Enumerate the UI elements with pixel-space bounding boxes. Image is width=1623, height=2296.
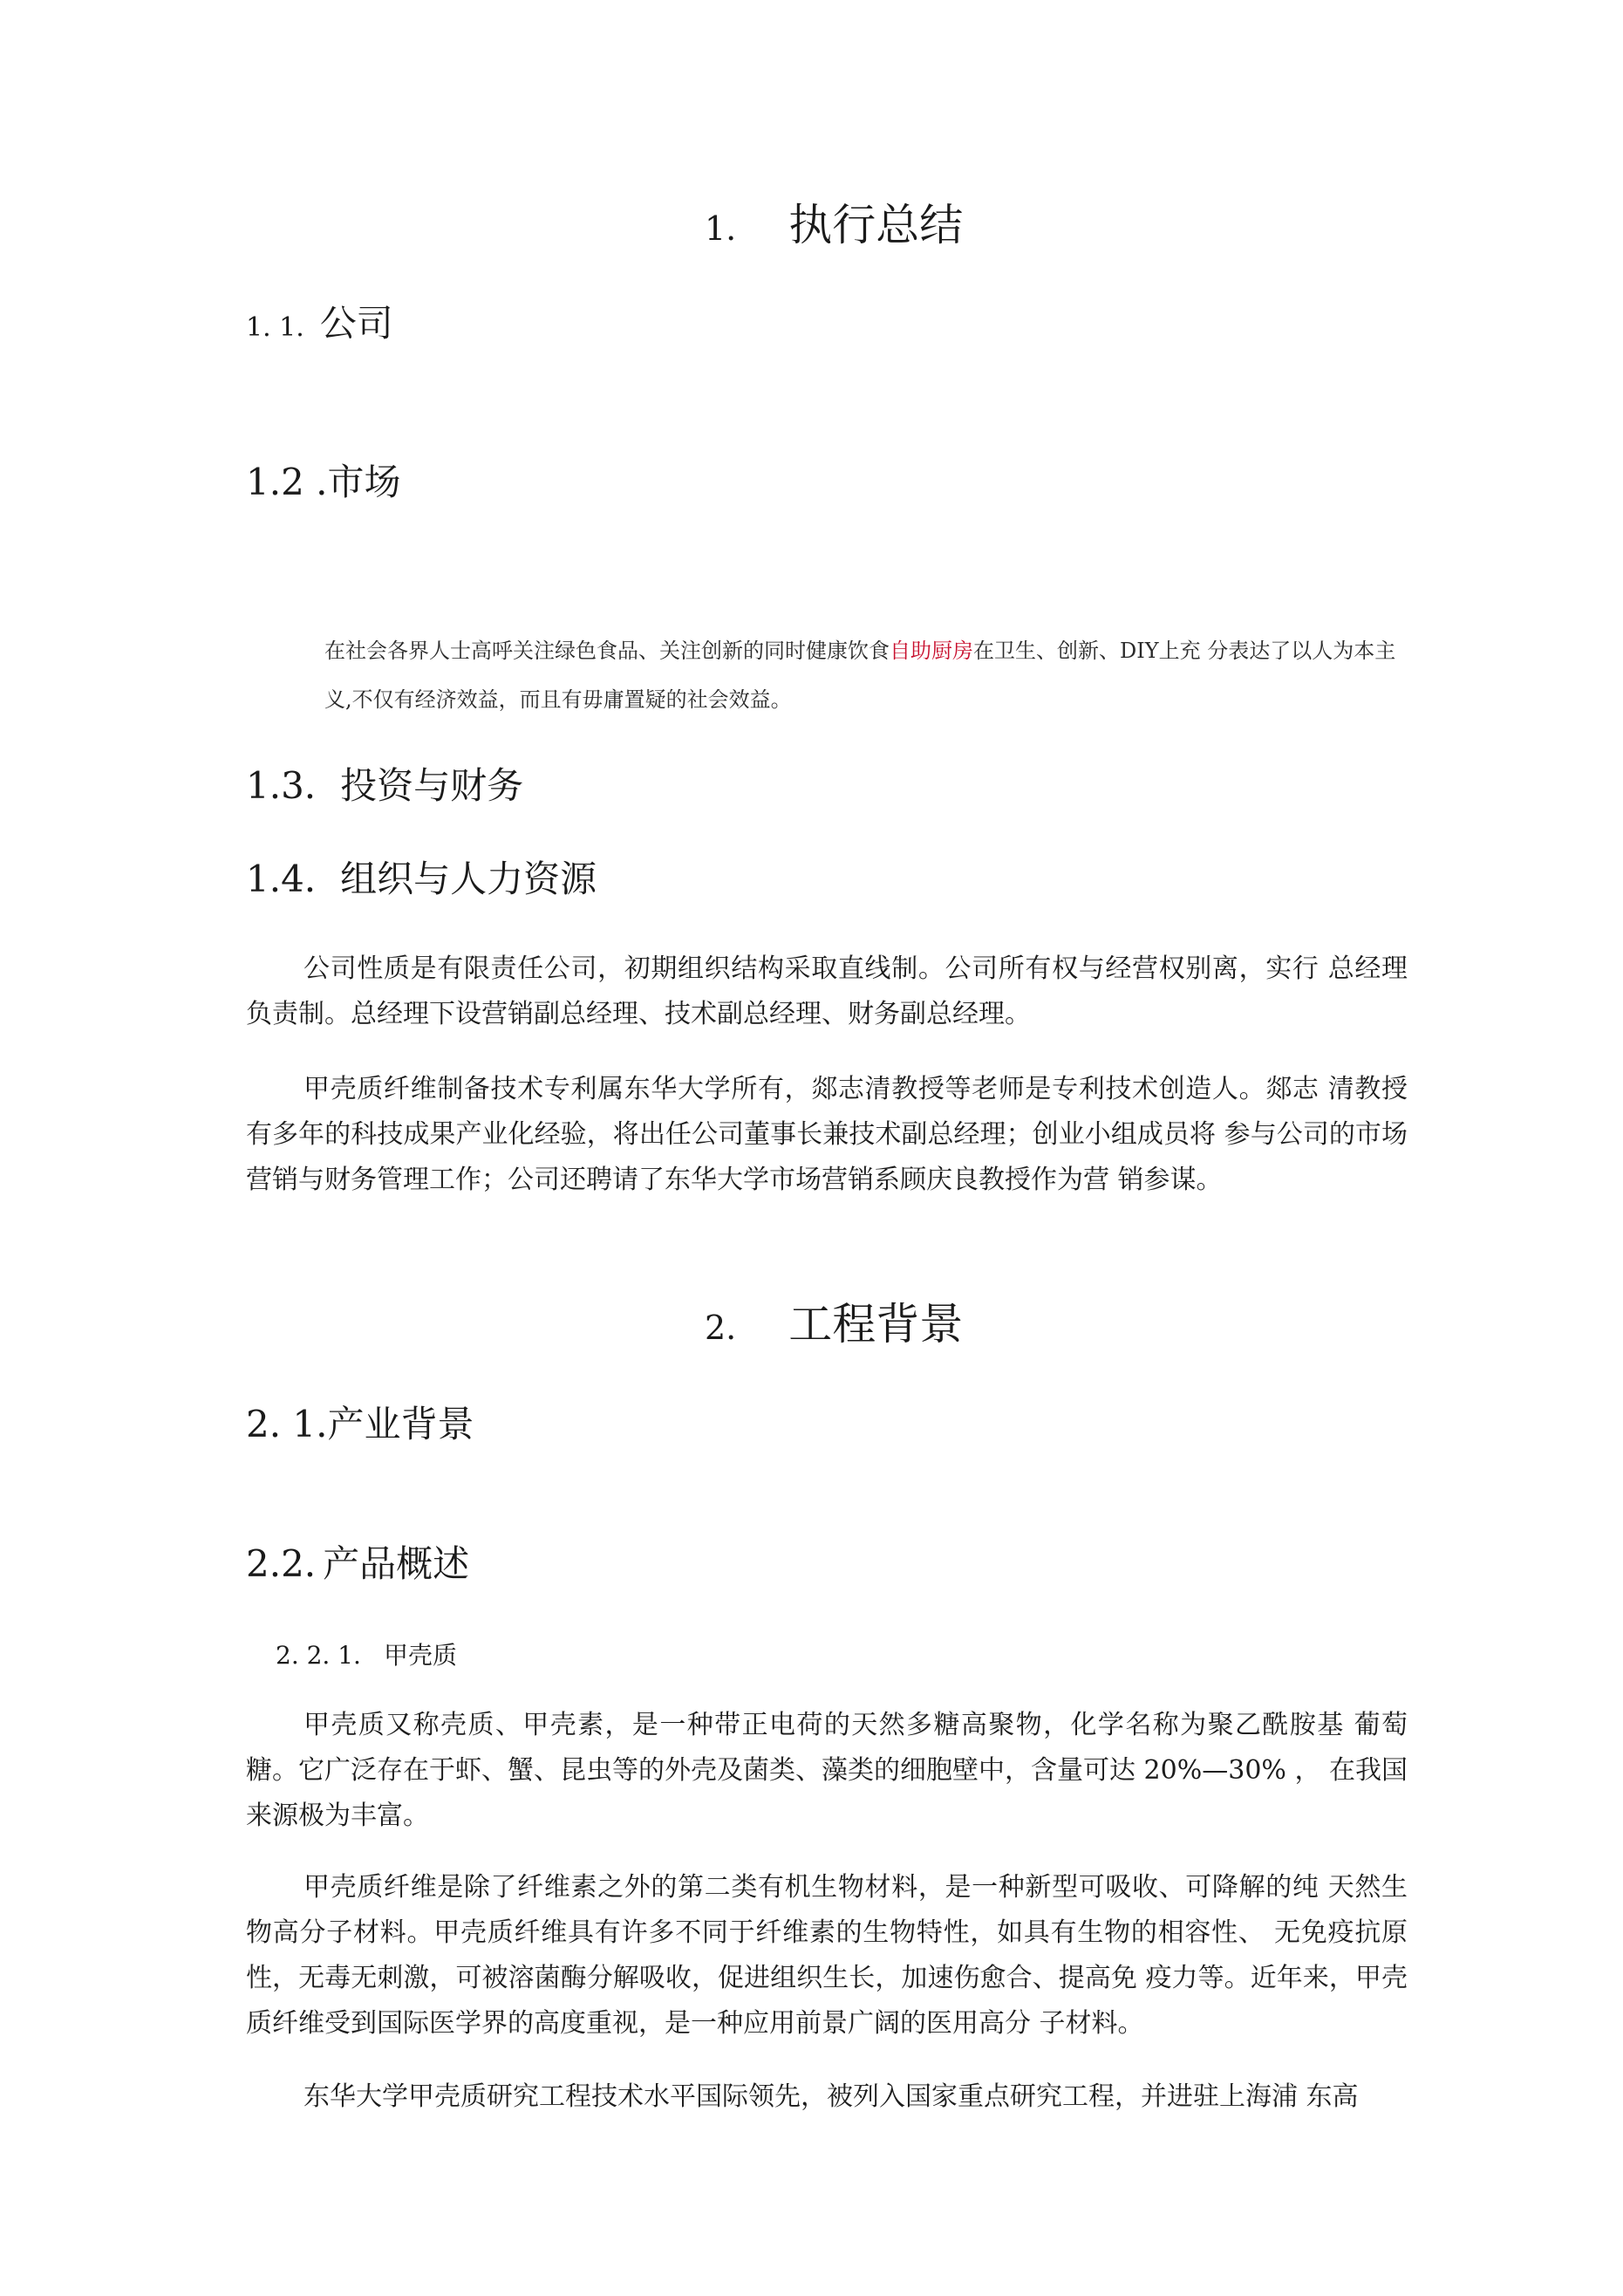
subsection-2-2-heading <box>246 1535 469 1588</box>
market-text-part1: 在社会各界人士高呼关注绿色食品、关注创新的同时健康饮食 <box>324 639 890 663</box>
subsection-2-1-number: 2. 1. <box>246 1403 328 1445</box>
section-1-number: 1. <box>705 209 737 248</box>
market-text-part2: 在卫生、创新、DIY上充 分表达了以人为本主义,不仅有经济效益，而且有毋庸置疑的社会效益。 <box>324 639 1396 712</box>
market-highlight-term: 自助厨房 <box>890 639 973 663</box>
section-2-heading <box>705 1289 963 1352</box>
subsection-2-2-title: 产品概述 <box>323 1542 470 1585</box>
subsection-1-3-heading <box>246 757 523 810</box>
subsection-1-3-number: 1.3. <box>246 764 317 807</box>
subsection-1-3-title: 投资与财务 <box>340 764 524 807</box>
product-paragraph-2: 甲壳质纤维是除了纤维素之外的第二类有机生物材料，是一种新型可吸收、可降解的纯 天然生物高分子材料。甲壳质纤维具有许多不同于纤维素的生物特性，如具有生物的相容性、 无免疫抗原性，无毒无刺激，可被溶菌酶分解吸收，促进组织生长，加速伤愈合、提高免 疫力等。近年来，甲壳质纤维受到国际医学界的高度重视，是一种应用前景广阔的医用高分 子材料。 <box>246 1872 1408 2039</box>
subsection-1-1-title: 公司 <box>319 302 393 345</box>
subsection-2-2-1-heading <box>276 1637 457 1671</box>
section-2-title: 工程背景 <box>788 1299 964 1350</box>
section-2-number: 2. <box>705 1309 737 1347</box>
subsection-1-2-title: 市场 <box>327 461 401 503</box>
subsection-2-2-number: 2.2. <box>246 1542 317 1585</box>
subsection-1-4-number: 1.4. <box>246 858 317 900</box>
market-paragraph <box>324 626 1415 724</box>
section-1-title: 执行总结 <box>788 200 964 250</box>
subsection-2-1-title: 产业背景 <box>327 1403 474 1445</box>
product-paragraph-1: 甲壳质又称壳质、甲壳素，是一种带正电荷的天然多糖高聚物，化学名称为聚乙酰胺基 葡萄糖。它广泛存在于虾、蟹、昆虫等的外壳及菌类、藻类的细胞壁中，含量可达 20%—30% ， 在我国来源极为丰富。 <box>246 1710 1408 1831</box>
subsection-1-2-number: 1.2 . <box>246 461 328 503</box>
section-1-heading <box>705 190 963 253</box>
subsection-1-4-heading <box>246 851 597 903</box>
product-paragraph-3: 东华大学甲壳质研究工程技术水平国际领先，被列入国家重点研究工程，并进驻上海浦 东高 <box>303 2081 1359 2112</box>
subsection-2-2-1-title: 甲壳质 <box>383 1641 457 1670</box>
subsection-1-4-title: 组织与人力资源 <box>340 858 597 900</box>
subsection-2-1-heading <box>246 1396 474 1448</box>
org-paragraph-2: 甲壳质纤维制备技术专利属东华大学所有，郯志清教授等老师是专利技术创造人。郯志 清教授有多年的科技成果产业化经验，将出任公司董事长兼技术副总经理；创业小组成员将 参与公司的市场营销与财务管理工作；公司还聘请了东华大学市场营销系顾庆良教授作为营 销参谋。 <box>246 1074 1408 1195</box>
subsection-1-2-heading <box>246 454 401 506</box>
subsection-1-1-heading <box>246 295 393 347</box>
subsection-2-2-1-number: 2. 2. 1. <box>276 1641 361 1670</box>
subsection-1-1-number: 1. 1. <box>246 312 304 343</box>
org-paragraph-1: 公司性质是有限责任公司，初期组织结构采取直线制。公司所有权与经营权别离，实行 总经理负责制。总经理下设营销副总经理、技术副总经理、财务副总经理。 <box>246 953 1408 1029</box>
